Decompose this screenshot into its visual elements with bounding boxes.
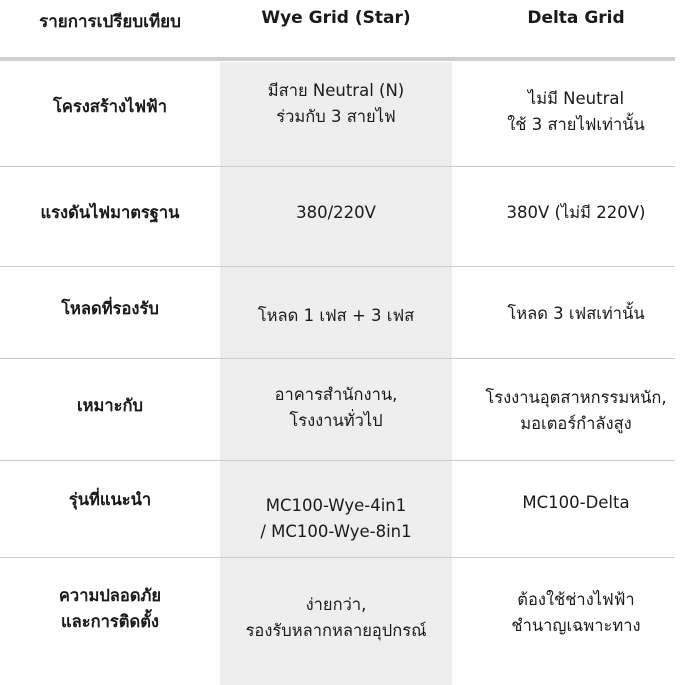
row-divider: [0, 266, 675, 267]
row-divider: [0, 358, 675, 359]
row-label-recommended-model: รุ่นที่แนะนำ: [68, 490, 152, 509]
header-criteria: รายการเปรียบเทียบ: [39, 12, 181, 32]
row-label-suitable-for: เหมาะกับ: [77, 396, 143, 415]
cell-wye-structure: มีสาย Neutral (N) ร่วมกับ 3 สายไฟ: [267, 81, 405, 126]
header-delta-grid: Delta Grid: [527, 8, 625, 28]
cell-delta-voltage: 380V (ไม่มี 220V): [506, 203, 646, 222]
cell-wye-load: โหลด 1 เฟส + 3 เฟส: [257, 306, 415, 325]
row-divider: [0, 460, 675, 461]
cell-wye-recommended-model: MC100-Wye-4in1 / MC100-Wye-8in1: [260, 496, 412, 541]
header-divider: [0, 57, 675, 61]
cell-delta-load: โหลด 3 เฟสเท่านั้น: [507, 304, 645, 323]
row-divider: [0, 166, 675, 167]
header-wye-grid: Wye Grid (Star): [261, 8, 411, 28]
row-divider: [0, 557, 675, 558]
cell-delta-structure: ไม่มี Neutral ใช้ 3 สายไฟเท่านั้น: [507, 89, 645, 134]
table-header: [0, 0, 700, 40]
cell-wye-safety-installation: ง่ายกว่า, รองรับหลากหลายอุปกรณ์: [245, 595, 427, 640]
row-label-structure: โครงสร้างไฟฟ้า: [52, 97, 167, 116]
cell-wye-suitable-for: อาคารสำนักงาน, โรงงานทั่วไป: [274, 385, 398, 430]
cell-wye-voltage: 380/220V: [296, 203, 376, 222]
cell-delta-suitable-for: โรงงานอุตสาหกรรมหนัก, มอเตอร์กำลังสูง: [485, 388, 667, 433]
row-label-voltage: แรงดันไฟมาตรฐาน: [40, 203, 180, 222]
row-label-safety-installation: ความปลอดภัย และการติดตั้ง: [58, 586, 162, 631]
cell-delta-recommended-model: MC100-Delta: [522, 493, 630, 512]
row-label-load: โหลดที่รองรับ: [61, 299, 159, 318]
cell-delta-safety-installation: ต้องใช้ช่างไฟฟ้า ชำนาญเฉพาะทาง: [511, 590, 641, 635]
